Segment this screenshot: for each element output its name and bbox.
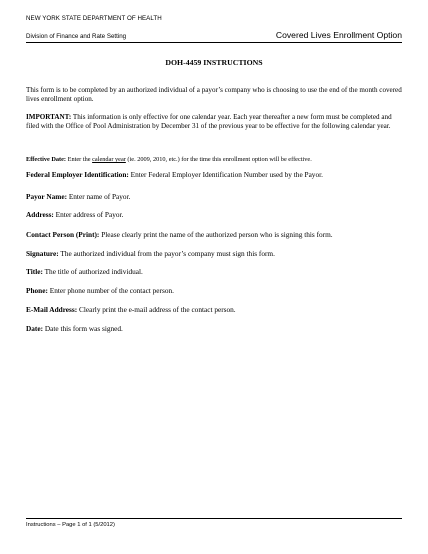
field-text: Enter address of Payor.: [55, 210, 124, 219]
field-text: Please clearly print the name of the authorized person who is signing this form.: [101, 230, 333, 239]
effective-date-paragraph: [26, 155, 402, 164]
important-paragraph: [26, 113, 402, 131]
field-label: Payor Name:: [26, 192, 67, 201]
effective-date-underlined: calendar year: [92, 156, 126, 163]
important-label: IMPORTANT:: [26, 113, 72, 121]
effective-date-pre: Enter the: [67, 156, 91, 163]
field-text: The title of authorized individual.: [44, 267, 143, 276]
form-option-title: Covered Lives Enrollment Option: [275, 30, 402, 40]
field-text: Date this form was signed.: [44, 324, 123, 333]
field-label: Phone:: [26, 286, 48, 295]
field-label: Federal Employer Identification:: [26, 170, 129, 179]
effective-date-label: Effective Date:: [26, 156, 67, 163]
field-signature: [26, 249, 402, 258]
field-label: E-Mail Address:: [26, 305, 78, 314]
field-phone: [26, 286, 402, 295]
header-divider: [26, 42, 402, 43]
document-title: DOH-4459 INSTRUCTIONS: [165, 58, 263, 67]
page-footer: Instructions – Page 1 of 1 (5/2012): [26, 522, 115, 528]
important-text: This information is only effective for one calendar year. Each year thereafter a new form must be completed and filed with the Office of Pool Administration by December 31 of the previous year to be effective for the following calendar year.: [26, 113, 392, 130]
field-label: Date:: [26, 324, 44, 333]
field-email: [26, 305, 402, 314]
field-text: Enter phone number of the contact person.: [49, 286, 174, 295]
field-address: [26, 210, 402, 219]
field-text: Clearly print the e-mail address of the contact person.: [78, 305, 236, 314]
field-label: Contact Person (Print):: [26, 230, 100, 239]
division-name: Division of Finance and Rate Setting: [26, 33, 127, 40]
field-text: Enter Federal Employer Identification Number used by the Payor.: [130, 170, 323, 179]
footer-divider: [26, 518, 402, 519]
agency-name: NEW YORK STATE DEPARTMENT OF HEALTH: [26, 15, 162, 22]
field-label: Signature:: [26, 249, 59, 258]
field-payor-name: [26, 192, 402, 201]
field-label: Address:: [26, 210, 54, 219]
field-text: The authorized individual from the payor’s company must sign this form.: [60, 249, 275, 258]
intro-paragraph: This form is to be completed by an authorized individual of a payor’s company who is choosing to use the end of the month covered lives enrollment option.: [26, 86, 402, 103]
field-contact-person: [26, 230, 402, 239]
field-fein: [26, 170, 402, 179]
field-date: [26, 324, 402, 333]
field-label: Title:: [26, 267, 43, 276]
field-title: [26, 267, 402, 276]
effective-date-post: (ie. 2009, 2010, etc.) for the time this enrollment option will be effective.: [127, 156, 312, 163]
field-text: Enter name of Payor.: [68, 192, 131, 201]
